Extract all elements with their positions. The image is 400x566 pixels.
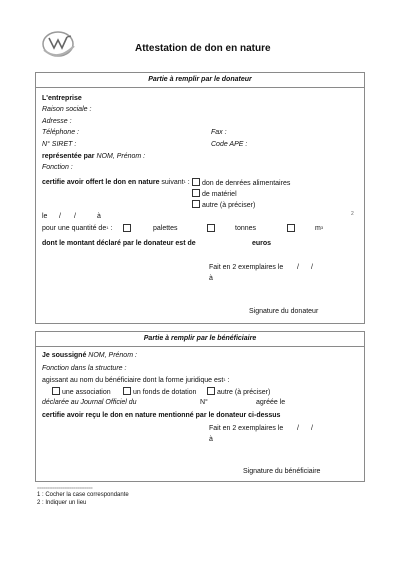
checkbox[interactable]	[123, 387, 131, 395]
euros-label: euros	[252, 240, 272, 247]
adresse-label: Adresse :	[42, 118, 72, 125]
checkbox-m3[interactable]	[287, 224, 295, 232]
montant-label: dont le montant déclaré par le donateur est de	[42, 240, 196, 247]
checkbox-tonnes[interactable]	[207, 224, 215, 232]
representant-rest: NOM, Prénom :	[94, 153, 146, 160]
footnote-ref: 1	[223, 377, 226, 382]
checkbox[interactable]	[207, 387, 215, 395]
quantite-colon: :	[108, 225, 113, 232]
option-autre-label: autre (à préciser)	[202, 202, 256, 209]
beneficiary-fait-slash: /	[311, 425, 313, 432]
telephone-label: Téléphone :	[42, 129, 79, 136]
footnote-2: 2 : Indiquer un lieu	[37, 500, 87, 506]
option-association-label: une association	[62, 389, 111, 396]
footnote-ref: 1	[183, 179, 186, 184]
beneficiary-header: Partie à remplir par le bénéficiaire	[36, 332, 364, 347]
beneficiary-fait-slash: /	[297, 425, 299, 432]
certifie-offert-rest: suivant	[159, 179, 184, 186]
fax-label: Fax :	[211, 129, 227, 136]
agissant-label	[42, 376, 229, 385]
agissant-text: agissant au nom du bénéficiaire dont la forme juridique est	[42, 377, 224, 384]
date-le-label: le	[42, 213, 48, 220]
fonction-structure-label: Fonction dans la structure :	[42, 365, 127, 372]
checkbox[interactable]	[192, 189, 200, 197]
agissant-colon: :	[225, 377, 230, 384]
certifie-offert-colon: :	[185, 179, 190, 186]
certifie-recu-label: certifie avoir reçu le don en nature mentionné par le donateur ci-dessus	[42, 412, 281, 419]
date-slash: /	[59, 213, 61, 220]
option-materiel[interactable]	[192, 189, 237, 199]
beneficiary-fait-a-label: à	[209, 436, 213, 443]
code-ape-label: Code APE :	[211, 141, 248, 148]
fait-slash: /	[311, 264, 313, 271]
option-fonds-label: un fonds de dotation	[133, 389, 197, 396]
palettes-label: palettes	[153, 225, 178, 232]
page-title: Attestation de don en nature	[135, 43, 271, 54]
beneficiary-fait-label: Fait en 2 exemplaires le	[209, 425, 284, 432]
logo	[38, 28, 78, 62]
certifie-offert-label	[42, 178, 190, 187]
fait-slash: /	[297, 264, 299, 271]
checkbox[interactable]	[192, 178, 200, 186]
agreee-label: agréée le	[256, 399, 286, 406]
declaree-label: déclarée au Journal Officiel du	[42, 399, 137, 406]
option-association[interactable]	[52, 387, 111, 397]
numero-label: N°	[200, 399, 208, 406]
representant-label	[42, 152, 145, 161]
fonction-label: Fonction :	[42, 164, 73, 171]
option-denrees[interactable]	[192, 178, 290, 188]
option-autre[interactable]	[192, 200, 255, 210]
donor-signature-label: Signature du donateur	[249, 308, 319, 315]
fait-label: Fait en 2 exemplaires le	[209, 264, 284, 271]
checkbox[interactable]	[52, 387, 60, 395]
raison-sociale-label: Raison sociale :	[42, 106, 92, 113]
lieu-a-label: à	[97, 213, 101, 220]
footnote-1: 1 : Cocher la case correspondante	[37, 492, 129, 498]
checkbox-palettes[interactable]	[123, 224, 131, 232]
checkbox[interactable]	[192, 200, 200, 208]
quantite-text: pour une quantité de	[42, 225, 107, 232]
soussigne-rest: NOM, Prénom :	[86, 352, 137, 359]
soussigne-bold: Je soussigné	[42, 352, 87, 359]
date-slash: /	[74, 213, 76, 220]
option-autre-beneficiaire-label: autre (à préciser)	[217, 389, 271, 396]
soussigne-label	[42, 351, 137, 360]
beneficiary-signature-label: Signature du bénéficiaire	[243, 468, 321, 475]
m3-label	[315, 224, 323, 233]
donor-header: Partie à remplir par le donateur	[36, 73, 364, 88]
siret-label: N° SIRET :	[42, 141, 77, 148]
fait-a-label: à	[209, 275, 213, 282]
m3-sup: 3	[320, 225, 324, 230]
quantite-label	[42, 224, 112, 233]
tonnes-label: tonnes	[235, 225, 257, 232]
footnote-rule: ==========================	[37, 485, 93, 490]
option-autre-beneficiaire[interactable]	[207, 387, 270, 397]
company-heading: L'entreprise	[42, 95, 82, 102]
side-mark: 2	[351, 211, 354, 217]
footnote-ref: 1	[106, 225, 109, 230]
representant-bold: représentée par	[42, 153, 95, 160]
option-fonds[interactable]	[123, 387, 196, 397]
option-materiel-label: de matériel	[202, 191, 237, 198]
certifie-offert-bold: certifie avoir offert le don en nature	[42, 179, 160, 186]
m3-text: m	[315, 225, 321, 232]
option-denrees-label: don de denrées alimentaires	[202, 180, 291, 187]
